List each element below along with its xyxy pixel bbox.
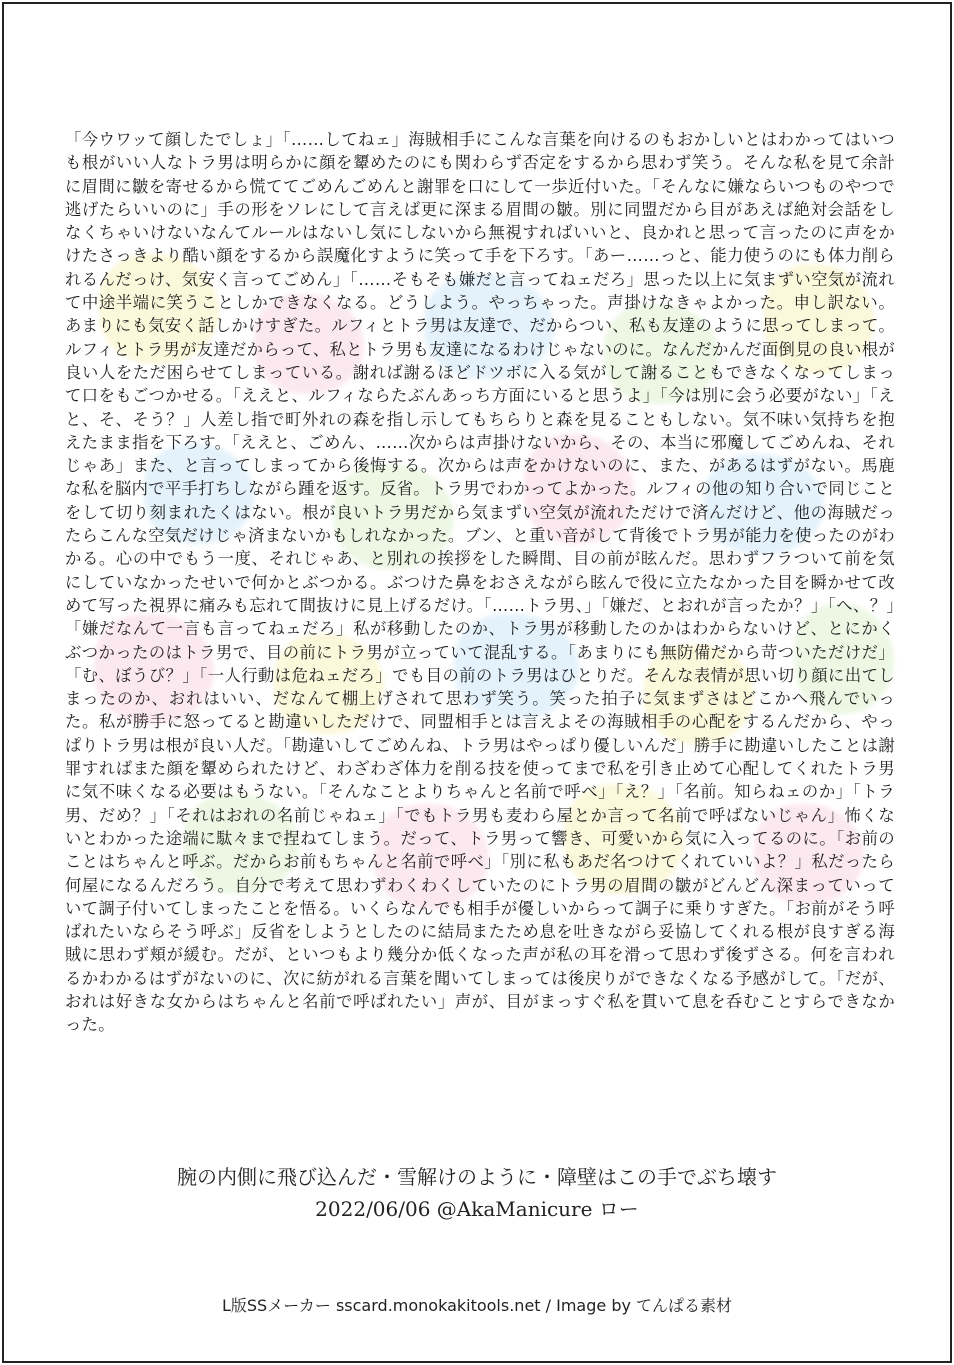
ss-card [2,2,952,1363]
story-title: 腕の内側に飛び込んだ・雪解けのように・障壁はこの手でぶち壊す [177,1165,777,1189]
story-text: 「今ウワッて顔したでしょ」「……してねェ」海賊相手にこんな言葉を向けるのもおかしいとはわかってはいつも根がいい人なトラ男は明らかに顔を顰めたのにも関わらず否定をするから思わず笑う。そんな私を見て余計に眉間に皺を寄せるから慌ててごめんごめんと謝罪を口にして一歩近付いた。「そんなに嫌ならいつものやつで逃げたらいいのに」手の形をソレにして言えば更に深まる眉間の皺。別に同盟だから目があえば絶対会話をしなくちゃいけないなんてルールはないし気にしないから無視すればいいと、良かれと思って言ったのに声をかけたさっきより酷い顔をするから誤魔化すように笑って手を下ろす。「あー……っと、能力使うのにも体力削られるんだっけ、気安く言ってごめん」「……そもそも嫌だと言ってねェだろ」思った以上に気まずい空気が流れて中途半端に笑うことしかできなくなる。どうしよう。やっちゃった。声掛けなきゃよかった。申し訳ない。あまりにも気安く話しかけすぎた。ルフィとトラ男は友達で、だからつい、私も友達のように思ってしまって。ルフィとトラ男が友達だからって、私とトラ男も友達になるわけじゃないのに。なんだかんだ面倒見の良い根が良い人をただ困らせてしまっている。謝れば謝るほどドツボに入る気がして謝ることもできなくなってしまって口をもごつかせる。「ええと、ルフィならたぶんあっち方面にいると思うよ」「今は別に会う必要がない」「えと、そ、そう？」人差し指で町外れの森を指し示してもちらりと森を見ることもしない。気不味い気持ちを抱えたまま指を下ろす。「ええと、ごめん、……次からは声掛けないから、その、本当に邪魔してごめんね、それじゃあ」また、と言ってしまってから後悔する。次からは声をかけないのに、また、があるはずがない。馬鹿な私を脳内で平手打ちしながら踵を返す。反省。トラ男でわかってよかった。ルフィの他の知り合いで同じことをして切り刻まれたくはない。根が良いトラ男だから気まずい空気が流れただけで済んだけど、他の海賊だったらこんな空気だけじゃ済まないかもしれなかった。ブン、と重い音がして背後でトラ男が能力を使ったのがわかる。心の中でもう一度、それじゃあ、と別れの挨拶をした瞬間、目の前が眩んだ。思わずフラついて前を気にしていなかったせいで何かとぶつかる。ぶつけた鼻をおさえながら眩んで役に立たなかった目を瞬かせて改めて写った視界に痛みも忘れて間抜けに見上げるだけ。「……トラ男、」「嫌だ、とおれが言ったか？」「へ、？」「嫌だなんて一言も言ってねェだろ」私が移動したのか、トラ男が移動したのかはわからないけど、とにかくぶつかったのはトラ男で、目の前にトラ男が立っていて混乱する。「あまりにも無防備だから苛ついただけだ」「む、ぼうび？」「一人行動は危ねェだろ」でも目の前のトラ男はひとりだ。そんな表情が思い切り顔に出てしまったのか、おれはいい、だなんて棚上げされて思わず笑う。笑った拍子に気まずさはどこかへ飛んでいった。私が勝手に怒ってると勘違いしただけで、同盟相手とは言えよその海賊相手の心配をするんだから、やっぱりトラ男は根が良い人だ。「勘違いしてごめんね、トラ男はやっぱり優しいんだ」勝手に勘違いしたことは謝罪すればまた顔を顰められたけど、わざわざ体力を削る技を使ってまで私を引き止めて心配してくれたトラ男に気不味くなる必要はもうない。「そんなことよりちゃんと名前で呼べ」「え？」「名前。知らねェのか」「トラ男、だめ？」「それはおれの名前じゃねェ」「でもトラ男も麦わら屋とか言って名前で呼ばないじゃん」怖くないとわかった途端に駄々まで捏ねてしまう。だって、トラ男って響き、可愛いから気に入ってるのに。「お前のことはちゃんと呼ぶ。だからお前もちゃんと名前で呼べ」「別に私もあだ名つけてくれていいよ？」私だったら何屋になるんだろう。自分で考えて思わずわくわくしていたのにトラ男の眉間の皺がどんどん深まっていっていて調子付いてしまったことを悟る。いくらなんでも相手が優しいからって調子に乗りすぎた。「お前がそう呼ばれたいならそう呼ぶ」反省をしようとしたのに結局またため息を吐きながら妥協してくれる根が良すぎる海賊に思わず頬が緩む。だが、といつもより幾分か低くなった声が私の耳を滑って思わず後ずさる。何を言われるかわかるはずがないのに、次に紡がれる言葉を聞いてしまっては後戻りができなくなる予感がして。「だが、おれは好きな女からはちゃんと名前で呼ばれたい」声が、目がまっすぐ私を貫いて息を呑むことすらできなかった。 [65,130,895,1035]
generator-footer: L版SSメーカー sscard.monokakitools.net / Image by てんぱる素材 [221,1296,733,1315]
story-credit: 2022/06/06 @AkaManicure ロー [315,1197,639,1221]
